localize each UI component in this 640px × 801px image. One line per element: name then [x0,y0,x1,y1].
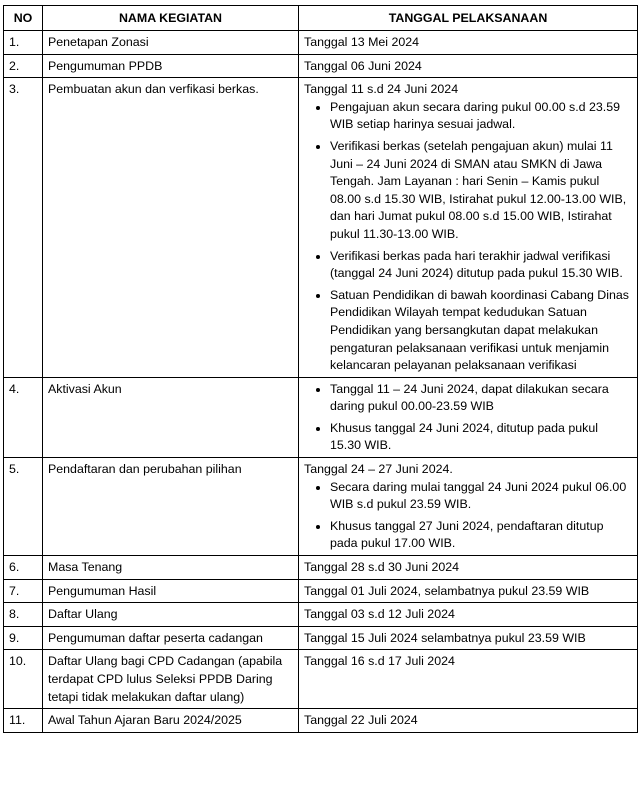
row-kegiatan: Daftar Ulang bagi CPD Cadangan (apabila terdapat CPD lulus Seleksi PPDB Daring tetapi tidak melakukan daftar ulang) [43,650,299,709]
row-tanggal: Tanggal 11 s.d 24 Juni 2024 [304,82,459,97]
list-item: • Verifikasi berkas (setelah pengajuan akun) mulai 11 Juni – 24 Juni 2024 di SMAN atau SMKN di Jawa Tengah. Jam Layanan : hari Senin – Kamis pukul 08.00 s.d 15.30 WIB, Istirahat pukul 12.00-13.00 WIB, dan hari Jumat pukul 08.00 s.d 15.00 WIB, Istirahat pukul 11.30-13.00 WIB. [330,138,632,244]
row-no: 6. [4,556,43,580]
table-row [4,626,638,650]
list-item: • Tanggal 11 – 24 Juni 2024, dapat dilakukan secara daring pukul 00.00-23.59 WIB [330,381,632,416]
row-tanggal: Tanggal 13 Mei 2024 [299,31,638,55]
bullet-list [304,99,632,375]
row-tanggal: Tanggal 06 Juni 2024 [299,54,638,78]
bullet-list [304,381,632,455]
row-tanggal: Tanggal 22 Juli 2024 [299,709,638,733]
row-tanggal: Tanggal 01 Juli 2024, selambatnya pukul 23.59 WIB [299,579,638,603]
header-no: NO [4,6,43,31]
row-kegiatan: Pengumuman PPDB [43,54,299,78]
row-no: 8. [4,603,43,627]
row-kegiatan: Pengumuman daftar peserta cadangan [43,626,299,650]
header-tanggal: TANGGAL PELAKSANAAN [299,6,638,31]
row-kegiatan: Pendaftaran dan perubahan pilihan [43,458,299,556]
row-tanggal: Tanggal 28 s.d 30 Juni 2024 [299,556,638,580]
row-no: 9. [4,626,43,650]
row-kegiatan: Pengumuman Hasil [43,579,299,603]
row-kegiatan: Aktivasi Akun [43,377,299,457]
row-kegiatan: Daftar Ulang [43,603,299,627]
header-kegiatan: NAMA KEGIATAN [43,6,299,31]
schedule-table [3,5,638,733]
row-no: 1. [4,31,43,55]
row-no: 2. [4,54,43,78]
row-kegiatan: Pembuatan akun dan verfikasi berkas. [43,78,299,378]
list-item: • Pengajuan akun secara daring pukul 00.00 s.d 23.59 WIB setiap harinya sesuai jadwal. [330,99,632,134]
row-no: 11. [4,709,43,733]
row-tanggal: Tanggal 24 – 27 Juni 2024. [304,462,453,477]
row-tanggal: Tanggal 03 s.d 12 Juli 2024 [299,603,638,627]
row-tanggal: Tanggal 16 s.d 17 Juli 2024 [299,650,638,709]
row-kegiatan: Penetapan Zonasi [43,31,299,55]
table-row [4,650,638,709]
table-row [4,458,638,556]
table-row [4,709,638,733]
table-row [4,377,638,457]
row-tanggal: Tanggal 15 Juli 2024 selambatnya pukul 23.59 WIB [299,626,638,650]
list-item: • Khusus tanggal 27 Juni 2024, pendaftaran ditutup pada pukul 17.00 WIB. [330,518,632,553]
list-item: • Satuan Pendidikan di bawah koordinasi Cabang Dinas Pendidikan Wilayah tempat kedudukan Satuan Pendidikan yang bersangkutan dapat melakukan pengaturan pelaksanaan verifikasi untuk menjamin kelancaran pelayanan pelaksanaan verifikasi [330,287,632,375]
row-no: 3. [4,78,43,378]
header-row [4,6,638,31]
table-row [4,31,638,55]
row-no: 10. [4,650,43,709]
row-no: 7. [4,579,43,603]
list-item: • Khusus tanggal 24 Juni 2024, ditutup pada pukul 15.30 WIB. [330,420,632,455]
row-no: 5. [4,458,43,556]
table-row [4,579,638,603]
row-tanggal-cell [299,377,638,457]
bullet-list [304,479,632,553]
table-row [4,54,638,78]
row-no: 4. [4,377,43,457]
row-kegiatan: Awal Tahun Ajaran Baru 2024/2025 [43,709,299,733]
table-row [4,78,638,378]
list-item: • Secara daring mulai tanggal 24 Juni 2024 pukul 06.00 WIB s.d pukul 23.59 WIB. [330,479,632,514]
table-row [4,556,638,580]
list-item: • Verifikasi berkas pada hari terakhir jadwal verifikasi (tanggal 24 Juni 2024) ditutup pada pukul 15.30 WIB. [330,248,632,283]
row-tanggal-cell [299,78,638,378]
row-kegiatan: Masa Tenang [43,556,299,580]
table-row [4,603,638,627]
row-tanggal-cell [299,458,638,556]
